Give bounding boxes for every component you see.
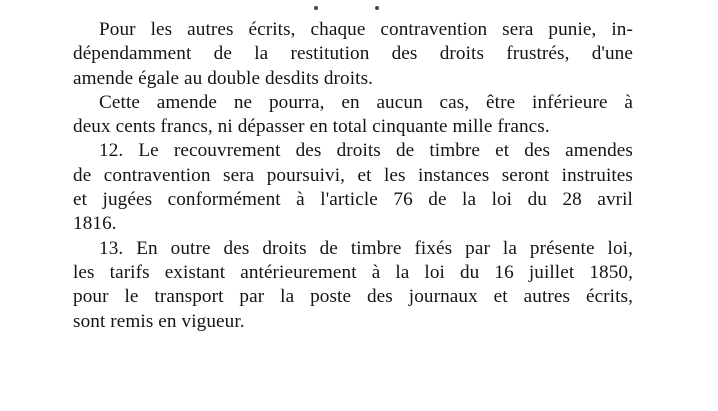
text-line: amende égale au double desdits droits. xyxy=(73,67,374,89)
text-line: deux cents francs, ni dépasser en total cinquante mille francs. xyxy=(73,116,550,138)
text-line: Pour les autres écrits, chaque contravention sera punie, in- xyxy=(99,19,633,40)
text-line: Cette amende ne pourra, en aucun cas, être inférieure à xyxy=(99,91,633,113)
text-line: de contravention sera poursuivi, et les instances seront instruites xyxy=(73,164,633,186)
text-line: 13. En outre des droits de timbre fixés par la présente loi, xyxy=(99,237,633,259)
cropped-glyph-mark xyxy=(375,6,379,10)
body-text xyxy=(73,18,633,334)
text-line: 1816. xyxy=(73,213,117,235)
text-line: les tarifs existant antérieurement à la loi du 16 juillet 1850, xyxy=(73,261,633,283)
text-line: et jugées conformément à l'article 76 de la loi du 28 avril xyxy=(73,189,633,211)
article-13 xyxy=(73,237,633,334)
text-line: dépendamment de la restitution des droits frustrés, d'une xyxy=(73,43,633,65)
text-line: pour le transport par la poste des journaux et autres écrits, xyxy=(73,286,633,308)
paragraph-fine-limits xyxy=(73,91,633,140)
cropped-glyph-mark xyxy=(314,6,318,10)
text-line: 12. Le recouvrement des droits de timbre et des amendes xyxy=(99,140,633,162)
page-edge-mark xyxy=(312,2,392,12)
paragraph-other-writings xyxy=(73,18,633,91)
article-12 xyxy=(73,139,633,236)
text-line: sont remis en vigueur. xyxy=(73,310,245,332)
